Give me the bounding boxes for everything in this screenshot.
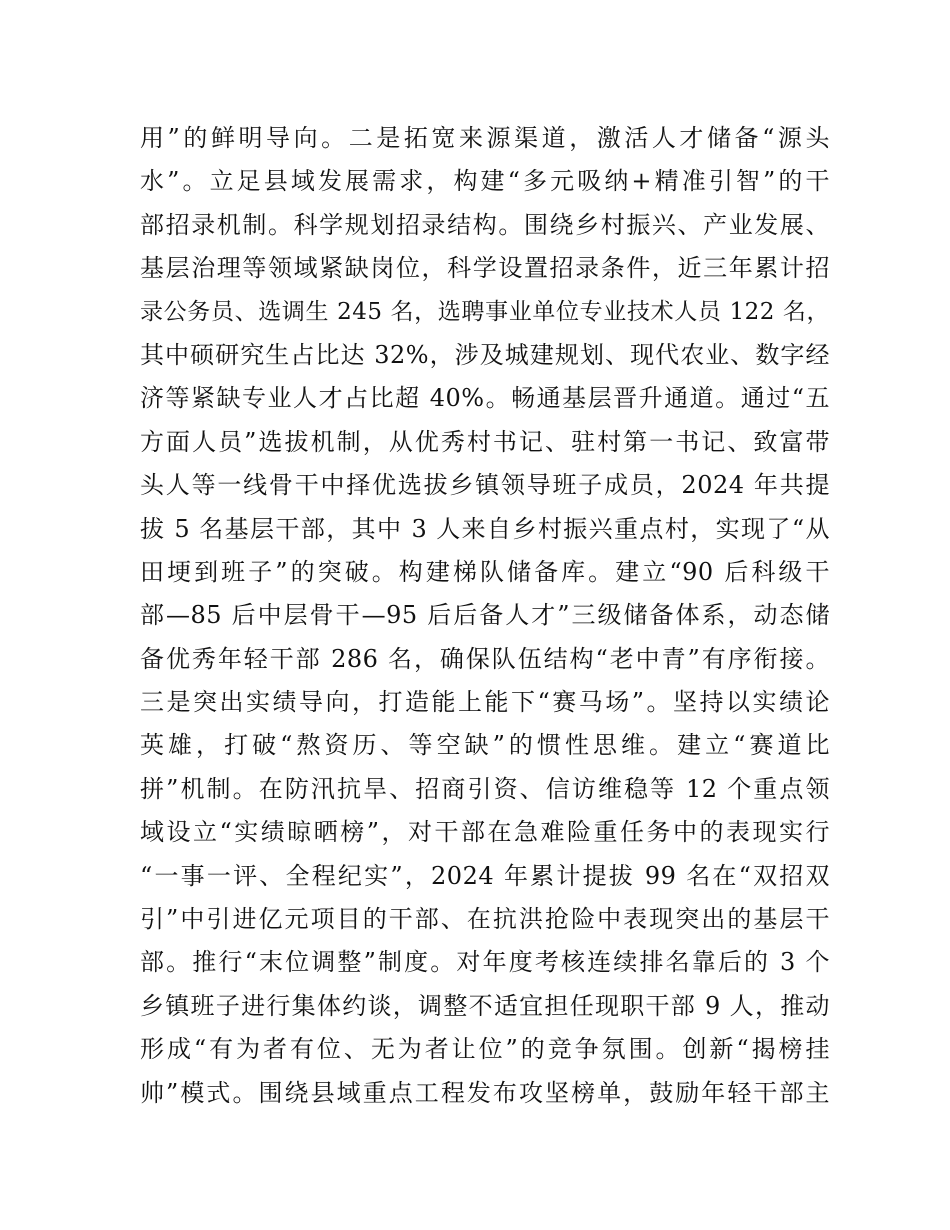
body-text bbox=[140, 117, 830, 1115]
text-line: 部招录机制。科学规划招录结构。围绕乡村振兴、产业发展、 bbox=[140, 210, 830, 239]
text-line: 帅”模式。围绕县域重点工程发布攻坚榜单，鼓励年轻干部主 bbox=[140, 1078, 830, 1107]
text-line: 乡镇班子进行集体约谈，调整不适宜担任现职干部 9 人，推动 bbox=[140, 991, 830, 1020]
text-line: 拔 5 名基层干部，其中 3 人来自乡村振兴重点村，实现了“从 bbox=[140, 514, 830, 543]
text-line: 三是突出实绩导向，打造能上能下“赛马场”。坚持以实绩论 bbox=[140, 688, 830, 717]
text-line: 济等紧缺专业人才占比超 40%。畅通基层晋升通道。通过“五 bbox=[140, 384, 830, 413]
text-line: 域设立“实绩晾晒榜”，对干部在急难险重任务中的表现实行 bbox=[140, 818, 830, 847]
text-line: 部。推行“末位调整”制度。对年度考核连续排名靠后的 3 个 bbox=[140, 948, 830, 977]
text-line: 引”中引进亿元项目的干部、在抗洪抢险中表现突出的基层干 bbox=[140, 905, 830, 934]
text-line: 形成“有为者有位、无为者让位”的竞争氛围。创新“揭榜挂 bbox=[140, 1035, 830, 1064]
text-line: “一事一评、全程纪实”，2024 年累计提拔 99 名在“双招双 bbox=[140, 861, 830, 890]
text-line: 田埂到班子”的突破。构建梯队储备库。建立“90 后科级干 bbox=[140, 557, 830, 586]
text-line: 备优秀年轻干部 286 名，确保队伍结构“老中青”有序衔接。 bbox=[140, 644, 830, 673]
text-line: 其中硕研究生占比达 32%，涉及城建规划、现代农业、数字经 bbox=[140, 340, 830, 369]
text-line: 用”的鲜明导向。二是拓宽来源渠道，激活人才储备“源头 bbox=[140, 124, 830, 152]
text-line: 水”。立足县域发展需求，构建“多元吸纳+精准引智”的干 bbox=[140, 167, 830, 196]
text-line: 头人等一线骨干中择优选拔乡镇领导班子成员，2024 年共提 bbox=[140, 471, 830, 500]
text-line: 方面人员”选拔机制，从优秀村书记、驻村第一书记、致富带 bbox=[140, 427, 830, 456]
text-line: 部—85 后中层骨干—95 后后备人才”三级储备体系，动态储 bbox=[140, 601, 830, 630]
text-line: 英雄，打破“熬资历、等空缺”的惯性思维。建立“赛道比 bbox=[140, 731, 830, 760]
text-line: 基层治理等领域紧缺岗位，科学设置招录条件，近三年累计招 bbox=[140, 254, 830, 283]
text-line: 录公务员、选调生 245 名，选聘事业单位专业技术人员 122 名， bbox=[140, 298, 830, 325]
text-line: 拼”机制。在防汛抗旱、招商引资、信访维稳等 12 个重点领 bbox=[140, 774, 830, 803]
